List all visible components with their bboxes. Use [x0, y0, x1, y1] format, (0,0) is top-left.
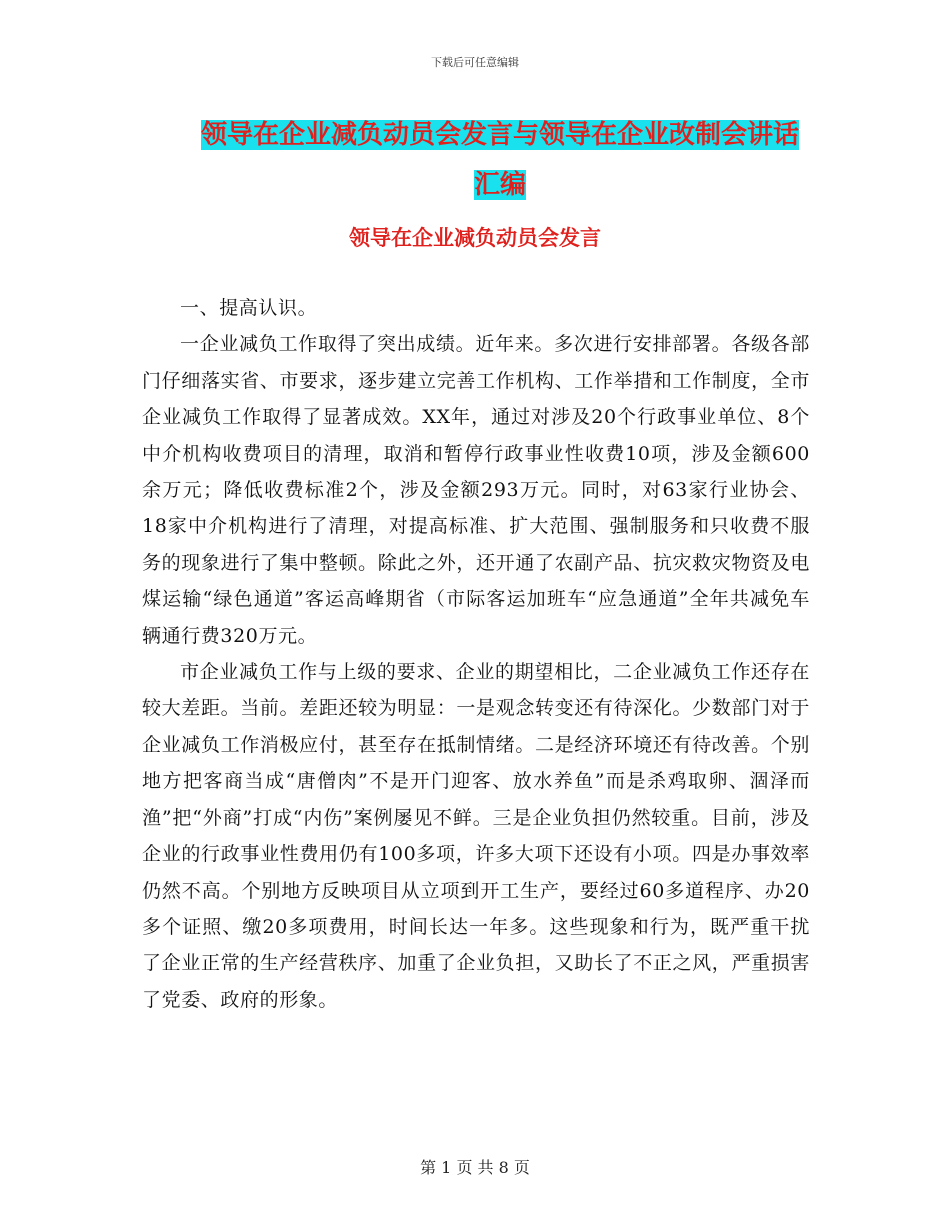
header-note: 下载后可任意编辑 [431, 56, 519, 69]
paragraph: 一企业减负工作取得了突出成绩。近年来。多次进行安排部署。各级各部门仔细落实省、市要求，逐步建立完善工作机构、工作举措和工作制度，全市企业减负工作取得了显著成效。XX年，通过对涉及20个行政事业单位、8个中介机构收费项目的清理，取消和暂停行政事业性收费10项，涉及金额600余万元；降低收费标准2个，涉及金额293万元。同时，对63家行业协会、18家中介机构进行了清理，对提高标准、扩大范围、强制服务和只收费不服务的现象进行了集中整顿。除此之外，还开通了农副产品、抗灾救灾物资及电煤运输“绿色通道”客运高峰期省（市际客运加班车“应急通道”全年共减免车辆通行费320万元。 [142, 333, 810, 647]
body-text [142, 290, 810, 1018]
document-title-line2: 汇编 [473, 170, 526, 200]
document-title [150, 110, 850, 210]
document-title-line1: 领导在企业减负动员会发言与领导在企业改制会讲话 [200, 120, 799, 150]
paragraph: 市企业减负工作与上级的要求、企业的期望相比，二企业减负工作还存在较大差距。当前。差距还较为明显：一是观念转变还有待深化。少数部门对于企业减负工作消极应付，甚至存在抵制情绪。二是经济环境还有待改善。个别地方把客商当成“唐僧肉”不是开门迎客、放水养鱼”而是杀鸡取卵、涸泽而渔”把“外商”打成“内伤”案例屡见不鲜。三是企业负担仍然较重。目前，涉及企业的行政事业性费用仍有100多项，许多大项下还设有小项。四是办事效率仍然不高。个别地方反映项目从立项到开工生产，要经过60多道程序、办20多个证照、缴20多项费用，时间长达一年多。这些现象和行为，既严重干扰了企业正常的生产经营秩序、加重了企业负担，又助长了不正之风，严重损害了党委、政府的形象。 [142, 661, 810, 1011]
page-number: 第 1 页 共 8 页 [420, 1158, 530, 1177]
section-title: 领导在企业减负动员会发言 [349, 226, 601, 250]
paragraph: 一、提高认识。 [180, 297, 318, 319]
